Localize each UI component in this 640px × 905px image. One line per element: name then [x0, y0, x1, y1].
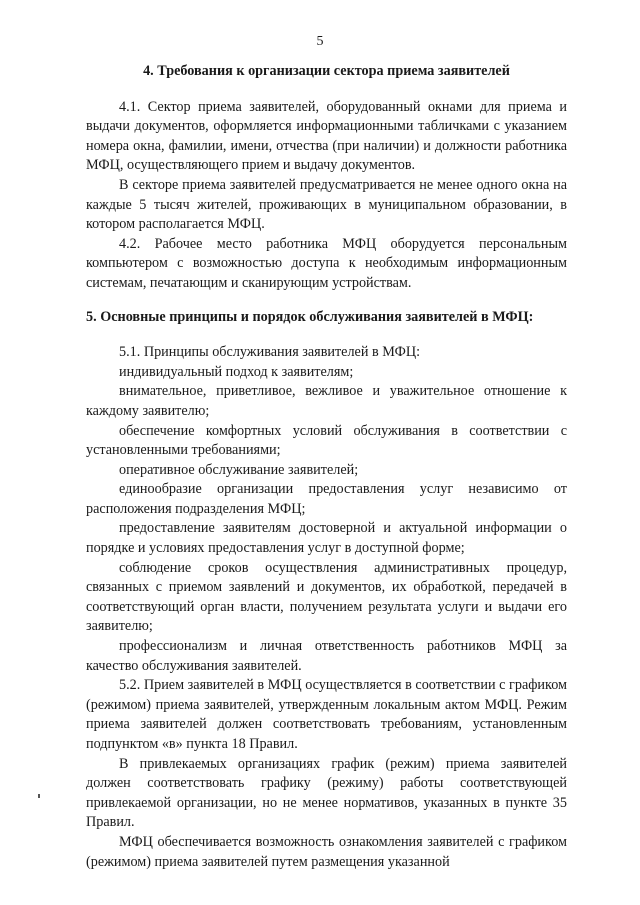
- paragraph-4-1: 4.1. Сектор приема заявителей, оборудованный окнами для приема и выдачи документов, оформляется информационными табличками с указанием номера окна, фамилии, имени, отчества (при наличии) и должности работника МФЦ, осуществляющего прием и выдачу документов.: [86, 98, 567, 174]
- paragraph-4-2: 4.2. Рабочее место работника МФЦ оборудуется персональным компьютером с возможностью доступа к необходимым информационным системам, печатающим и сканирующим устройствам.: [86, 235, 567, 291]
- section-5-heading: 5. Основные принципы и порядок обслуживания заявителей в МФЦ:: [86, 308, 534, 325]
- principle-attentive-attitude: внимательное, приветливое, вежливое и уважительное отношение к каждому заявителю;: [86, 383, 567, 419]
- paragraph-schedule-familiarization: МФЦ обеспечивается возможность ознакомления заявителей с графиком (режимом) приема заявителей путем размещения указанной: [86, 833, 567, 870]
- principle-individual-approach: индивидуальный подход к заявителям;: [119, 363, 354, 380]
- principle-prompt-service: оперативное обслуживание заявителей;: [119, 461, 359, 478]
- principle-reliable-information: предоставление заявителям достоверной и актуальной информации о порядке и условиях предоставления услуг в доступной форме;: [86, 520, 567, 557]
- section-4-heading: 4. Требования к организации сектора приема заявителей: [143, 63, 510, 79]
- margin-mark: [38, 794, 40, 798]
- paragraph-5-2: 5.2. Прием заявителей в МФЦ осуществляется в соответствии с графиком (режимом) приема заявителей, утвержденным локальным актом МФЦ. Режим приема заявителей должен соответствовать требованиям, установленным подпунктом «в» пункта 18 Правил.: [86, 677, 567, 752]
- paragraph-4-1-windows: В секторе приема заявителей предусматривается не менее одного окна на каждые 5 тысяч жителей, проживающих в муниципальном образовании, в котором располагается МФЦ.: [86, 176, 567, 233]
- paragraph-5-1: 5.1. Принципы обслуживания заявителей в МФЦ:: [119, 344, 421, 361]
- principle-comfortable-conditions: обеспечение комфортных условий обслуживания в соответствии с установленными требованиями;: [86, 422, 567, 459]
- page-number: 5: [316, 34, 324, 49]
- principle-professionalism: профессионализм и личная ответственность работников МФЦ за качество обслуживания заявителей.: [86, 638, 567, 674]
- principle-uniformity: единообразие организации предоставления услуг независимо от расположения подразделения МФЦ;: [86, 481, 567, 517]
- principle-deadlines: соблюдение сроков осуществления административных процедур, связанных с приемом заявлений и документов, их обработкой, передачей в соответствующий орган власти, получением результата услуги и выдачи его заявителю;: [86, 559, 567, 635]
- paragraph-involved-organizations: В привлекаемых организациях график (режим) приема заявителей должен соответствовать графику (режиму) работы соответствующей привлекаемой организации, но не менее нормативов, указанных в пункте 35 Правил.: [86, 755, 567, 831]
- page-content: [86, 62, 567, 872]
